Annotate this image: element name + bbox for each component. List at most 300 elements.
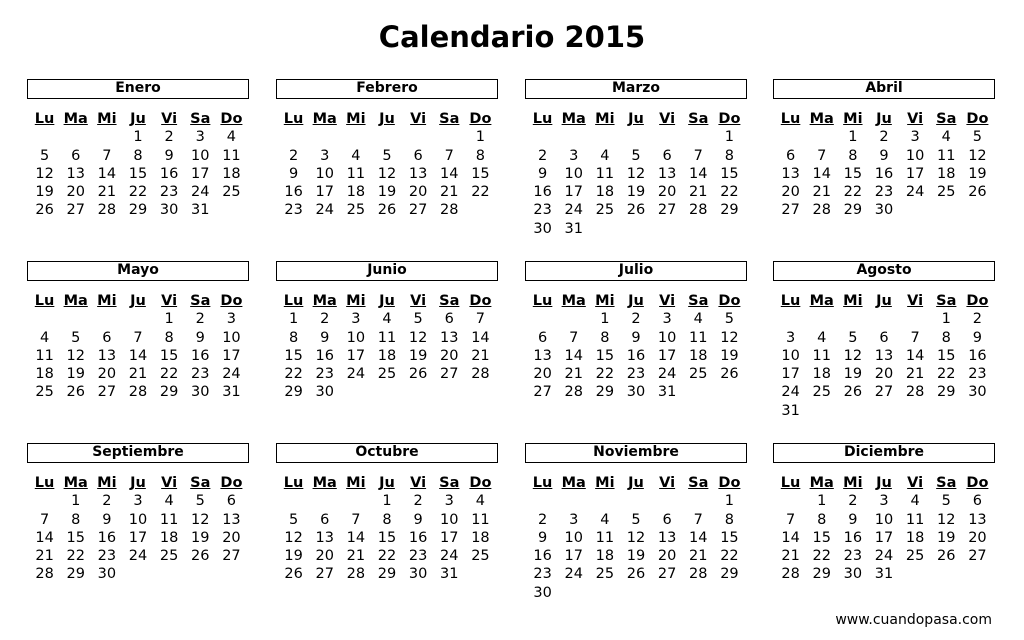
day-cell: 2	[537, 147, 548, 164]
day-cell: 5	[941, 493, 951, 510]
empty-cell	[652, 128, 683, 146]
day-cell: 17	[128, 529, 148, 546]
empty-cell	[371, 128, 402, 146]
empty-cell	[806, 310, 837, 328]
month-header: Junio	[276, 261, 498, 281]
day-cell: 21	[812, 184, 831, 201]
day-cell: 19	[35, 184, 54, 201]
day-cell: 6	[785, 147, 796, 164]
day-cell: 12	[937, 511, 956, 528]
month-header: Noviembre	[525, 443, 747, 463]
day-cell: 17	[781, 366, 800, 383]
day-cell: 6	[226, 493, 237, 510]
day-cell: 1	[724, 129, 735, 146]
day-cell: 12	[968, 147, 987, 164]
weekday-label: Do	[469, 111, 492, 127]
day-cell: 26	[937, 548, 956, 565]
month-octubre	[276, 443, 498, 584]
month-grid	[278, 474, 496, 584]
day-cell: 8	[475, 147, 486, 164]
month-header: Julio	[525, 261, 747, 281]
day-cell: 19	[968, 165, 987, 182]
day-cell: 4	[600, 147, 610, 164]
day-cell: 13	[315, 529, 334, 546]
weekday-label: Ma	[809, 293, 834, 309]
day-cell: 28	[689, 202, 708, 219]
day-cell: 28	[781, 566, 800, 583]
day-cell: 5	[972, 129, 983, 146]
day-cell: 28	[471, 366, 490, 383]
day-cell: 23	[191, 366, 210, 383]
day-cell: 9	[288, 165, 299, 182]
day-cell: 30	[843, 566, 863, 583]
weekday-label: Ju	[876, 293, 892, 309]
empty-cell	[775, 128, 806, 146]
day-cell: 30	[968, 384, 987, 401]
day-cell: 21	[781, 548, 800, 565]
day-cell: 5	[631, 147, 641, 164]
day-cell: 7	[475, 311, 486, 328]
day-cell: 31	[222, 384, 241, 401]
day-cell: 26	[35, 202, 54, 219]
day-cell: 30	[874, 202, 894, 219]
day-cell: 16	[315, 347, 334, 364]
day-cell: 24	[564, 566, 583, 583]
day-cell: 8	[817, 511, 827, 528]
month-agosto	[773, 261, 995, 420]
day-cell: 5	[631, 511, 641, 528]
day-cell: 24	[781, 384, 800, 401]
weekday-label: Lu	[780, 293, 801, 309]
day-cell: 19	[843, 366, 863, 383]
weekday-label: Lu	[780, 111, 801, 127]
day-cell: 2	[413, 493, 423, 510]
day-cell: 20	[657, 548, 677, 565]
day-cell: 6	[662, 511, 672, 528]
day-cell: 8	[164, 329, 174, 346]
empty-cell	[309, 492, 340, 510]
day-cell: 10	[905, 147, 925, 164]
day-cell: 1	[941, 311, 951, 328]
day-cell: 2	[537, 511, 548, 528]
weekday-label: Do	[469, 475, 492, 491]
day-cell: 21	[97, 184, 117, 201]
day-cell: 14	[781, 529, 800, 546]
day-cell: 16	[284, 184, 303, 201]
day-cell: 7	[351, 511, 361, 528]
day-cell: 15	[937, 347, 956, 364]
month-grid	[278, 110, 496, 220]
weekday-label: Do	[220, 111, 243, 127]
day-cell: 15	[159, 347, 179, 364]
empty-cell	[589, 492, 620, 510]
day-cell: 23	[159, 184, 179, 201]
month-abril	[773, 79, 995, 220]
day-cell: 22	[66, 548, 85, 565]
day-cell: 14	[689, 165, 708, 182]
weekday-label: Vi	[907, 475, 924, 491]
day-cell: 3	[785, 329, 796, 346]
day-cell: 26	[720, 366, 739, 383]
day-cell: 13	[533, 347, 552, 364]
page-title: Calendario 2015	[378, 20, 646, 54]
day-cell: 4	[910, 493, 920, 510]
day-cell: 8	[382, 511, 392, 528]
day-cell: 4	[164, 493, 174, 510]
day-cell: 14	[689, 529, 708, 546]
weekday-label: Mi	[595, 293, 615, 309]
day-cell: 7	[693, 511, 703, 528]
month-grid	[527, 292, 745, 402]
weekday-label: Do	[718, 111, 741, 127]
day-cell: 5	[724, 311, 735, 328]
day-cell: 4	[226, 129, 237, 146]
day-cell: 29	[128, 202, 148, 219]
month-header: Abril	[773, 79, 995, 99]
weekday-label: Sa	[936, 475, 957, 491]
month-grid	[29, 110, 247, 220]
empty-cell	[29, 492, 60, 510]
day-cell: 25	[377, 366, 397, 383]
empty-cell	[589, 128, 620, 146]
weekday-label: Vi	[410, 111, 427, 127]
day-cell: 19	[377, 184, 397, 201]
day-cell: 24	[874, 548, 894, 565]
day-cell: 7	[693, 147, 703, 164]
day-cell: 11	[35, 347, 54, 364]
day-cell: 3	[444, 493, 454, 510]
day-cell: 23	[533, 202, 552, 219]
day-cell: 30	[408, 566, 428, 583]
day-cell: 16	[626, 347, 646, 364]
month-enero	[27, 79, 249, 220]
day-cell: 21	[471, 347, 490, 364]
day-cell: 13	[657, 529, 677, 546]
weekday-label: Ma	[561, 475, 586, 491]
day-cell: 2	[288, 147, 299, 164]
day-cell: 30	[533, 220, 552, 237]
day-cell: 18	[689, 347, 708, 364]
day-cell: 20	[657, 184, 677, 201]
day-cell: 19	[408, 347, 428, 364]
day-cell: 25	[595, 566, 615, 583]
month-header: Septiembre	[27, 443, 249, 463]
day-cell: 1	[724, 493, 735, 510]
day-cell: 26	[968, 184, 987, 201]
day-cell: 17	[564, 548, 583, 565]
day-cell: 23	[533, 566, 552, 583]
day-cell: 6	[102, 329, 112, 346]
month-grid	[775, 110, 993, 220]
day-cell: 30	[315, 384, 334, 401]
day-cell: 10	[315, 165, 334, 182]
empty-cell	[683, 128, 714, 146]
weekday-label: Do	[220, 475, 243, 491]
day-cell: 20	[408, 184, 428, 201]
day-cell: 6	[662, 147, 672, 164]
day-cell: 29	[284, 384, 303, 401]
day-cell: 28	[97, 202, 117, 219]
day-cell: 24	[905, 184, 925, 201]
day-cell: 18	[471, 529, 490, 546]
weekday-label: Mi	[346, 111, 366, 127]
day-cell: 30	[159, 202, 179, 219]
month-header: Mayo	[27, 261, 249, 281]
empty-cell	[29, 128, 60, 146]
day-cell: 24	[346, 366, 366, 383]
day-cell: 25	[346, 202, 366, 219]
day-cell: 31	[874, 566, 894, 583]
day-cell: 12	[408, 329, 428, 346]
day-cell: 22	[720, 548, 739, 565]
day-cell: 27	[315, 566, 334, 583]
empty-cell	[91, 128, 122, 146]
empty-cell	[620, 128, 651, 146]
day-cell: 29	[843, 202, 863, 219]
day-cell: 16	[97, 529, 117, 546]
day-cell: 12	[720, 329, 739, 346]
day-cell: 20	[533, 366, 552, 383]
day-cell: 10	[128, 511, 148, 528]
day-cell: 19	[720, 347, 739, 364]
day-cell: 29	[720, 202, 739, 219]
day-cell: 28	[440, 202, 459, 219]
day-cell: 31	[191, 202, 210, 219]
day-cell: 11	[377, 329, 397, 346]
day-cell: 16	[874, 165, 894, 182]
day-cell: 3	[910, 129, 920, 146]
day-cell: 1	[817, 493, 827, 510]
weekday-label: Do	[469, 293, 492, 309]
day-cell: 24	[222, 366, 241, 383]
day-cell: 9	[413, 511, 423, 528]
day-cell: 14	[440, 165, 459, 182]
day-cell: 21	[689, 184, 708, 201]
weekday-label: Ju	[379, 111, 395, 127]
empty-cell	[122, 310, 153, 328]
day-cell: 8	[600, 329, 610, 346]
day-cell: 17	[315, 184, 334, 201]
day-cell: 9	[879, 147, 889, 164]
month-grid	[29, 292, 247, 402]
day-cell: 17	[564, 184, 583, 201]
day-cell: 24	[564, 202, 583, 219]
empty-cell	[278, 128, 309, 146]
weekday-label: Sa	[439, 475, 460, 491]
day-cell: 8	[848, 147, 858, 164]
day-cell: 7	[102, 147, 112, 164]
weekday-label: Mi	[595, 111, 615, 127]
weekday-label: Lu	[34, 111, 55, 127]
day-cell: 20	[968, 529, 987, 546]
day-cell: 5	[413, 311, 423, 328]
day-cell: 15	[812, 529, 831, 546]
day-cell: 15	[471, 165, 490, 182]
day-cell: 2	[879, 129, 889, 146]
empty-cell	[340, 128, 371, 146]
month-noviembre	[525, 443, 747, 602]
weekday-label: Sa	[936, 293, 957, 309]
day-cell: 15	[284, 347, 303, 364]
day-cell: 26	[377, 202, 397, 219]
day-cell: 18	[377, 347, 397, 364]
day-cell: 20	[315, 548, 334, 565]
day-cell: 20	[222, 529, 241, 546]
day-cell: 14	[35, 529, 54, 546]
day-cell: 25	[905, 548, 925, 565]
weekday-label: Lu	[532, 111, 553, 127]
day-cell: 10	[781, 347, 800, 364]
day-cell: 23	[408, 548, 428, 565]
day-cell: 16	[533, 184, 552, 201]
weekday-label: Lu	[532, 475, 553, 491]
weekday-label: Lu	[283, 111, 304, 127]
day-cell: 20	[97, 366, 117, 383]
month-header: Febrero	[276, 79, 498, 99]
empty-cell	[558, 310, 589, 328]
day-cell: 1	[71, 493, 81, 510]
weekday-label: Ju	[876, 475, 892, 491]
day-cell: 22	[720, 184, 739, 201]
day-cell: 28	[35, 566, 54, 583]
weekday-label: Ju	[130, 111, 146, 127]
day-cell: 15	[377, 529, 397, 546]
empty-cell	[403, 128, 434, 146]
day-cell: 18	[937, 165, 956, 182]
day-cell: 22	[159, 366, 179, 383]
day-cell: 10	[564, 165, 583, 182]
empty-cell	[558, 128, 589, 146]
day-cell: 27	[781, 202, 800, 219]
day-cell: 28	[689, 566, 708, 583]
day-cell: 28	[564, 384, 583, 401]
month-grid	[29, 474, 247, 584]
day-cell: 3	[351, 311, 361, 328]
day-cell: 28	[905, 384, 925, 401]
day-cell: 5	[848, 329, 858, 346]
weekday-label: Sa	[439, 111, 460, 127]
empty-cell	[434, 128, 465, 146]
weekday-label: Ju	[628, 293, 644, 309]
weekday-label: Lu	[283, 293, 304, 309]
day-cell: 21	[564, 366, 583, 383]
weekday-label: Mi	[346, 293, 366, 309]
weekday-label: Do	[718, 293, 741, 309]
day-cell: 17	[905, 165, 925, 182]
day-cell: 28	[128, 384, 148, 401]
weekday-label: Vi	[161, 111, 178, 127]
day-cell: 15	[720, 165, 739, 182]
month-header: Marzo	[525, 79, 747, 99]
day-cell: 25	[689, 366, 708, 383]
day-cell: 21	[689, 548, 708, 565]
day-cell: 3	[879, 493, 889, 510]
empty-cell	[837, 310, 868, 328]
day-cell: 8	[288, 329, 299, 346]
weekday-label: Mi	[595, 475, 615, 491]
day-cell: 25	[471, 548, 490, 565]
day-cell: 23	[626, 366, 646, 383]
empty-cell	[652, 492, 683, 510]
day-cell: 22	[128, 184, 148, 201]
day-cell: 14	[128, 347, 148, 364]
day-cell: 30	[97, 566, 117, 583]
day-cell: 7	[910, 329, 920, 346]
empty-cell	[620, 492, 651, 510]
day-cell: 9	[164, 147, 174, 164]
empty-cell	[527, 492, 558, 510]
day-cell: 4	[817, 329, 827, 346]
weekday-label: Sa	[190, 475, 211, 491]
empty-cell	[558, 492, 589, 510]
day-cell: 18	[35, 366, 54, 383]
day-cell: 16	[843, 529, 863, 546]
day-cell: 15	[66, 529, 85, 546]
day-cell: 6	[879, 329, 889, 346]
day-cell: 3	[320, 147, 330, 164]
day-cell: 10	[440, 511, 459, 528]
weekday-label: Mi	[843, 475, 863, 491]
weekday-label: Ma	[63, 293, 88, 309]
day-cell: 27	[66, 202, 85, 219]
day-cell: 18	[222, 165, 241, 182]
day-cell: 9	[972, 329, 983, 346]
day-cell: 14	[97, 165, 117, 182]
day-cell: 13	[408, 165, 428, 182]
day-cell: 23	[968, 366, 987, 383]
empty-cell	[775, 310, 806, 328]
day-cell: 27	[657, 566, 677, 583]
day-cell: 11	[595, 165, 615, 182]
day-cell: 31	[440, 566, 459, 583]
day-cell: 14	[346, 529, 366, 546]
empty-cell	[340, 492, 371, 510]
day-cell: 22	[284, 366, 303, 383]
day-cell: 13	[781, 165, 800, 182]
day-cell: 16	[191, 347, 210, 364]
day-cell: 4	[351, 147, 361, 164]
weekday-label: Vi	[659, 475, 676, 491]
footer-url[interactable]: www.cuandopasa.com	[835, 612, 992, 628]
weekday-label: Lu	[34, 293, 55, 309]
day-cell: 24	[191, 184, 210, 201]
day-cell: 21	[128, 366, 148, 383]
weekday-label: Ma	[561, 293, 586, 309]
month-febrero	[276, 79, 498, 220]
weekday-label: Sa	[688, 475, 709, 491]
day-cell: 18	[595, 548, 615, 565]
weekday-label: Sa	[190, 293, 211, 309]
day-cell: 26	[843, 384, 863, 401]
day-cell: 19	[626, 184, 646, 201]
weekday-label: Mi	[843, 293, 863, 309]
day-cell: 25	[222, 184, 241, 201]
day-cell: 28	[346, 566, 366, 583]
day-cell: 27	[874, 384, 894, 401]
month-header: Agosto	[773, 261, 995, 281]
day-cell: 27	[657, 202, 677, 219]
day-cell: 1	[288, 311, 299, 328]
day-cell: 22	[595, 366, 615, 383]
day-cell: 26	[626, 566, 646, 583]
day-cell: 19	[626, 548, 646, 565]
day-cell: 27	[440, 366, 459, 383]
day-cell: 1	[475, 129, 486, 146]
day-cell: 15	[128, 165, 148, 182]
day-cell: 21	[440, 184, 459, 201]
day-cell: 8	[724, 511, 735, 528]
day-cell: 19	[937, 529, 956, 546]
